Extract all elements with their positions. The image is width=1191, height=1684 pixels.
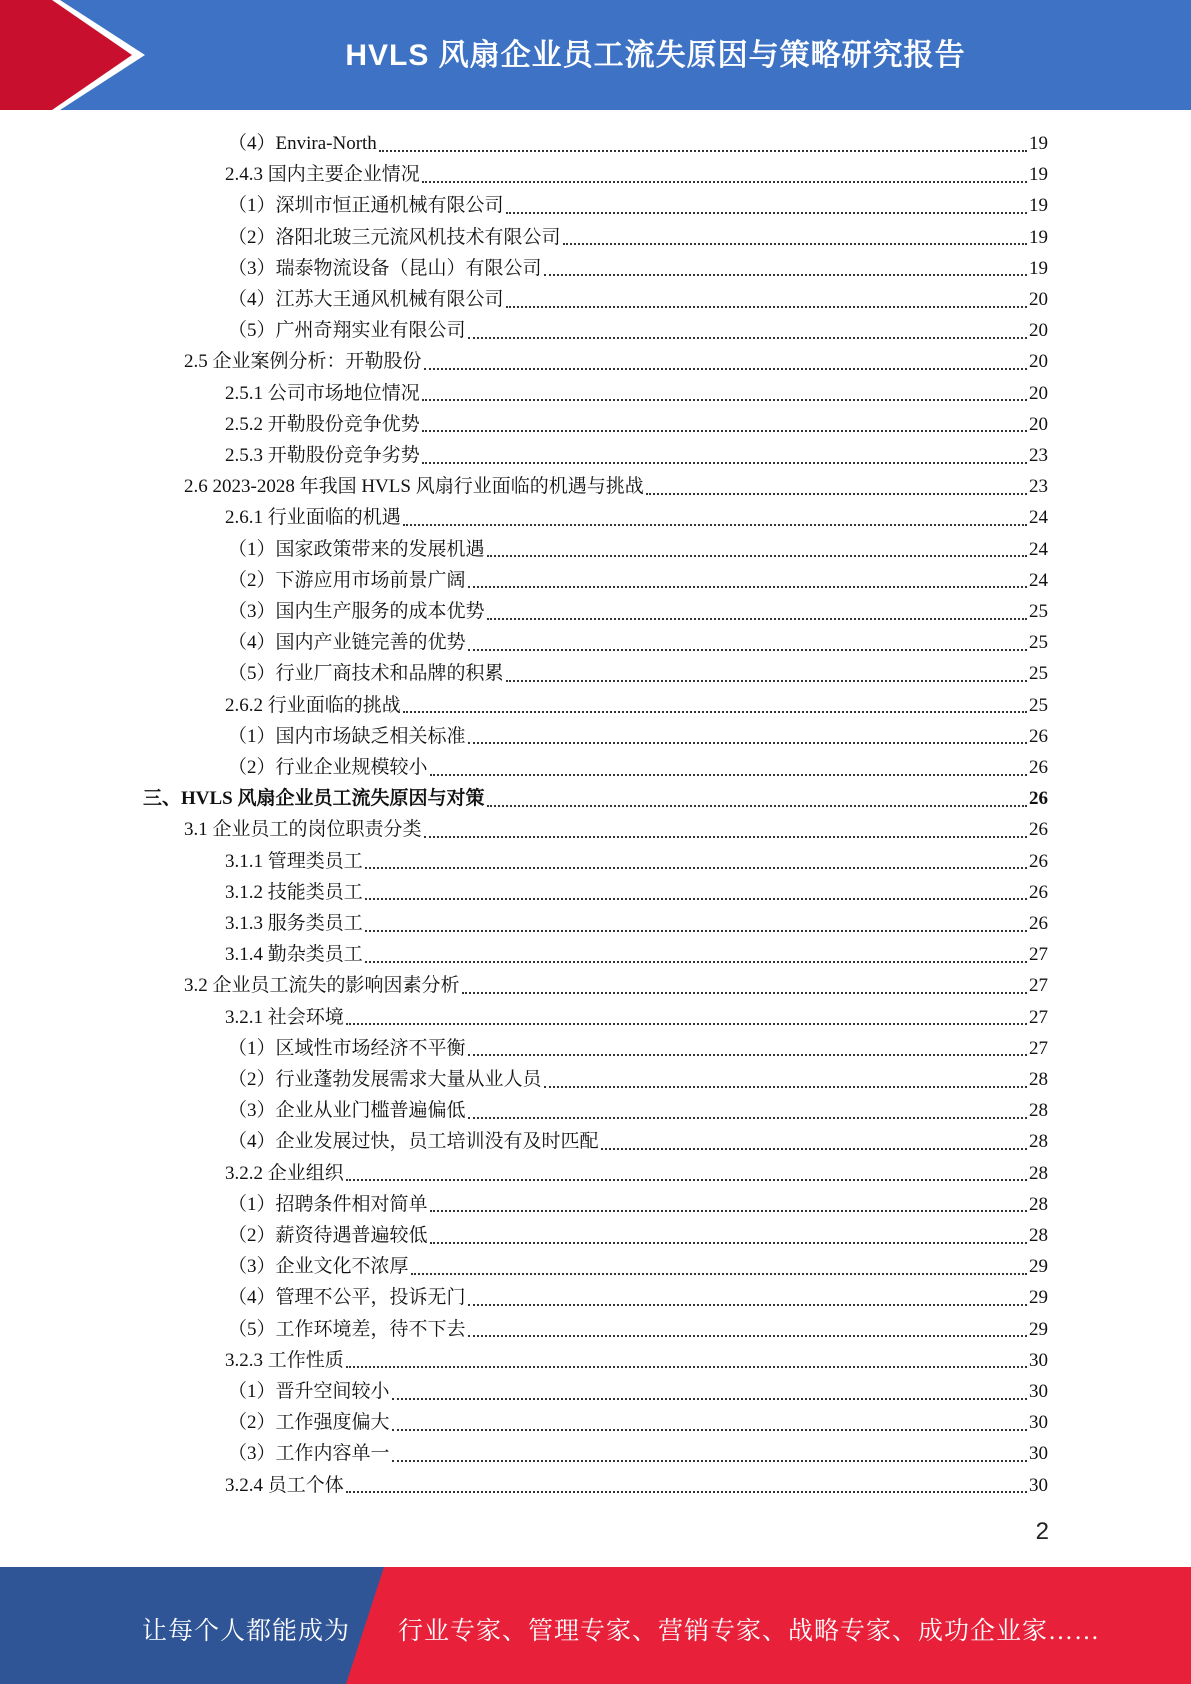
- toc-entry-title: （2）行业蓬勃发展需求大量从业人员: [228, 1069, 542, 1090]
- toc-entry-title: （2）行业企业规模较小: [228, 757, 428, 778]
- toc-dot-leader: [422, 181, 1027, 183]
- page-header: [0, 0, 1191, 110]
- toc-entry[interactable]: [225, 1345, 1048, 1376]
- toc-entry-page: 19: [1029, 257, 1048, 279]
- toc-entry[interactable]: [228, 1033, 1048, 1064]
- footer-slogan-right: 行业专家、管理专家、营销专家、战略专家、成功企业家……: [398, 1618, 1101, 1645]
- toc-entry-title: （4）江苏大王通风机械有限公司: [228, 289, 504, 310]
- toc-entry-title: （5）广州奇翔实业有限公司: [228, 320, 466, 342]
- toc-dot-leader: [346, 1179, 1027, 1181]
- toc-entry[interactable]: [228, 1376, 1048, 1407]
- toc-entry-title: 2.5.1 公司市场地位情况: [225, 382, 420, 404]
- toc-entry[interactable]: [225, 409, 1048, 440]
- toc-entry[interactable]: [184, 970, 1048, 1001]
- toc-entry-title: （1）深圳市恒正通机械有限公司: [228, 195, 504, 217]
- toc-entry-title: 2.4.3 国内主要企业情况: [225, 164, 420, 186]
- toc-entry-title: （3）工作内容单一: [228, 1443, 390, 1465]
- toc-entry-page: 19: [1029, 195, 1048, 217]
- toc-entry[interactable]: [225, 1002, 1048, 1033]
- toc-entry[interactable]: [228, 752, 1048, 783]
- toc-dot-leader: [563, 243, 1027, 245]
- toc-entry-page: 26: [1029, 913, 1048, 934]
- toc-entry-page: 19: [1029, 226, 1048, 248]
- toc-dot-leader: [506, 680, 1027, 682]
- toc-entry-page: 28: [1029, 1069, 1048, 1090]
- toc-entry-title: （1）晋升空间较小: [228, 1381, 390, 1402]
- toc-entry-title: （1）招聘条件相对简单: [228, 1193, 428, 1215]
- toc-dot-leader: [422, 399, 1027, 401]
- toc-entry[interactable]: [225, 159, 1048, 190]
- toc-entry[interactable]: [228, 1126, 1048, 1157]
- toc-entry-page: 26: [1029, 725, 1048, 747]
- toc-dot-leader: [403, 711, 1027, 713]
- toc-entry-page: 24: [1029, 538, 1048, 560]
- toc-entry[interactable]: [228, 658, 1048, 689]
- toc-entry-page: 28: [1029, 1193, 1048, 1215]
- toc-entry[interactable]: [143, 783, 1048, 814]
- toc-entry[interactable]: [228, 1220, 1048, 1251]
- toc-entry-page: 26: [1029, 757, 1048, 778]
- toc-entry[interactable]: [225, 1158, 1048, 1189]
- toc-entry-page: 20: [1029, 382, 1048, 404]
- toc-dot-leader: [422, 430, 1027, 432]
- toc-entry-title: 3.2.4 员工个体: [225, 1474, 344, 1496]
- toc-entry-page: 20: [1029, 289, 1048, 310]
- toc-entry-page: 30: [1029, 1443, 1048, 1465]
- toc-dot-leader: [506, 306, 1027, 308]
- toc-entry-page: 29: [1029, 1287, 1048, 1309]
- toc-entry-title: 3.1.1 管理类员工: [225, 850, 363, 872]
- toc-entry[interactable]: [225, 939, 1048, 970]
- toc-entry-page: 20: [1029, 413, 1048, 435]
- toc-entry-page: 25: [1029, 694, 1048, 716]
- toc-entry-title: （2）下游应用市场前景广阔: [228, 569, 466, 591]
- toc-entry[interactable]: [228, 627, 1048, 658]
- toc-entry[interactable]: [228, 1095, 1048, 1126]
- toc-entry[interactable]: [228, 284, 1048, 315]
- toc-entry-title: 3.1.4 勤杂类员工: [225, 944, 363, 966]
- page-number: 2: [1035, 1518, 1049, 1545]
- toc-entry-page: 20: [1029, 351, 1048, 373]
- toc-dot-leader: [468, 1304, 1027, 1306]
- toc-entry-page: 28: [1029, 1100, 1048, 1122]
- toc-dot-leader: [646, 493, 1027, 495]
- toc-entry[interactable]: [228, 253, 1048, 284]
- toc-dot-leader: [544, 274, 1027, 276]
- toc-entry[interactable]: [228, 1407, 1048, 1438]
- toc-entry-title: 2.5 企业案例分析：开勒股份: [184, 351, 422, 373]
- toc-entry[interactable]: [184, 471, 1048, 502]
- toc-entry[interactable]: [225, 378, 1048, 409]
- toc-entry-page: 30: [1029, 1349, 1048, 1371]
- toc-entry-title: （4）管理不公平，投诉无门: [228, 1287, 466, 1309]
- toc-dot-leader: [379, 150, 1027, 152]
- toc-entry-title: （4）企业发展过快，员工培训没有及时匹配: [228, 1131, 599, 1153]
- toc-dot-leader: [487, 805, 1028, 807]
- toc-entry[interactable]: [228, 128, 1048, 159]
- toc-entry[interactable]: [225, 908, 1048, 939]
- toc-entry-page: 26: [1029, 788, 1048, 810]
- toc-entry-title: （4）国内产业链完善的优势: [228, 632, 466, 654]
- document-title: HVLS 风扇企业员工流失原因与策略研究报告: [345, 39, 966, 72]
- toc-entry-title: 2.5.2 开勒股份竞争优势: [225, 413, 420, 435]
- toc-dot-leader: [365, 930, 1027, 932]
- toc-entry[interactable]: [228, 1282, 1048, 1313]
- toc-dot-leader: [392, 1460, 1027, 1462]
- toc-entry-title: （1）国家政策带来的发展机遇: [228, 538, 485, 560]
- toc-entry-title: （1）区域性市场经济不平衡: [228, 1037, 466, 1059]
- toc-entry-page: 26: [1029, 850, 1048, 872]
- toc-dot-leader: [424, 836, 1027, 838]
- toc-entry-page: 28: [1029, 1162, 1048, 1184]
- toc-dot-leader: [468, 742, 1027, 744]
- toc-entry-page: 24: [1029, 507, 1048, 529]
- toc-entry[interactable]: [225, 1470, 1048, 1501]
- toc-entry-title: （5）工作环境差，待不下去: [228, 1318, 466, 1340]
- toc-entry-page: 20: [1029, 320, 1048, 342]
- toc-entry-page: 30: [1029, 1381, 1048, 1402]
- toc-entry-title: 2.6 2023-2028 年我国 HVLS 风扇行业面临的机遇与挑战: [184, 476, 644, 498]
- toc-entry-title: 3.1.2 技能类员工: [225, 881, 363, 903]
- toc-entry-title: （3）瑞泰物流设备（昆山）有限公司: [228, 257, 542, 279]
- toc-entry-page: 29: [1029, 1256, 1048, 1278]
- toc-entry[interactable]: [225, 502, 1048, 533]
- toc-entry[interactable]: [228, 721, 1048, 752]
- toc-entry-page: 24: [1029, 569, 1048, 591]
- toc-entry-page: 27: [1029, 944, 1048, 966]
- toc-dot-leader: [430, 1242, 1027, 1244]
- toc-entry-title: （1）国内市场缺乏相关标准: [228, 725, 466, 747]
- toc-entry-page: 27: [1029, 1037, 1048, 1059]
- toc-entry-title: 2.5.3 开勒股份竞争劣势: [225, 445, 420, 466]
- toc-dot-leader: [403, 524, 1027, 526]
- toc-entry-title: （5）行业厂商技术和品牌的积累: [228, 663, 504, 685]
- toc-entry-page: 28: [1029, 1131, 1048, 1153]
- toc-entry-title: （2）工作强度偏大: [228, 1412, 390, 1434]
- toc-entry-page: 27: [1029, 1006, 1048, 1028]
- toc-dot-leader: [422, 462, 1027, 464]
- toc-entry-title: （4）Envira-North: [228, 133, 377, 154]
- toc-entry-title: 3.2.3 工作性质: [225, 1349, 344, 1371]
- toc-entry[interactable]: [228, 596, 1048, 627]
- toc-entry-page: 25: [1029, 601, 1048, 622]
- toc-entry-title: 3.1 企业员工的岗位职责分类: [184, 819, 422, 841]
- toc-entry-title: 3.1.3 服务类员工: [225, 913, 363, 934]
- toc-entry[interactable]: [184, 814, 1048, 845]
- toc-entry[interactable]: [228, 565, 1048, 596]
- toc-entry-page: 19: [1029, 133, 1048, 154]
- toc-entry-title: 2.6.1 行业面临的机遇: [225, 507, 401, 529]
- toc-dot-leader: [365, 867, 1027, 869]
- toc-entry-page: 25: [1029, 663, 1048, 685]
- toc-entry-title: 3.2 企业员工流失的影响因素分析: [184, 975, 460, 997]
- toc-dot-leader: [346, 1366, 1027, 1368]
- toc-dot-leader: [462, 992, 1027, 994]
- toc-entry-title: 2.6.2 行业面临的挑战: [225, 694, 401, 716]
- toc-entry-title: （3）国内生产服务的成本优势: [228, 601, 485, 622]
- toc-entry-page: 30: [1029, 1412, 1048, 1434]
- toc-dot-leader: [544, 1086, 1027, 1088]
- toc-dot-leader: [365, 898, 1027, 900]
- toc-dot-leader: [346, 1023, 1027, 1025]
- toc-dot-leader: [424, 368, 1027, 370]
- toc-entry-title: 3.2.1 社会环境: [225, 1006, 344, 1028]
- toc-entry-page: 29: [1029, 1318, 1048, 1340]
- toc-dot-leader: [468, 1335, 1027, 1337]
- toc-entry[interactable]: [228, 190, 1048, 221]
- toc-entry-title: （3）企业文化不浓厚: [228, 1256, 409, 1278]
- toc-entry-page: 23: [1029, 476, 1048, 498]
- toc-entry-title: 三、HVLS 风扇企业员工流失原因与对策: [143, 788, 485, 810]
- toc-entry-title: （2）洛阳北玻三元流风机技术有限公司: [228, 226, 561, 248]
- toc-dot-leader: [468, 649, 1027, 651]
- toc-dot-leader: [411, 1273, 1027, 1275]
- toc-dot-leader: [468, 586, 1027, 588]
- toc-entry[interactable]: [228, 534, 1048, 565]
- toc-entry-page: 19: [1029, 164, 1048, 186]
- toc-entry[interactable]: [228, 1438, 1048, 1469]
- toc-entry-title: （2）薪资待遇普遍较低: [228, 1225, 428, 1246]
- toc-entry-page: 26: [1029, 819, 1048, 841]
- toc-dot-leader: [346, 1491, 1027, 1493]
- toc-dot-leader: [430, 1210, 1027, 1212]
- toc-entry-page: 30: [1029, 1474, 1048, 1496]
- toc-dot-leader: [487, 618, 1027, 620]
- page-footer: [0, 1567, 1191, 1684]
- toc-dot-leader: [392, 1398, 1027, 1400]
- toc-entry[interactable]: [225, 690, 1048, 721]
- toc-entry[interactable]: [184, 346, 1048, 377]
- toc-dot-leader: [468, 1054, 1027, 1056]
- toc-dot-leader: [365, 961, 1027, 963]
- toc-entry-page: 23: [1029, 445, 1048, 466]
- toc-dot-leader: [468, 337, 1027, 339]
- toc-entry-title: 3.2.2 企业组织: [225, 1162, 344, 1184]
- toc-entry[interactable]: [228, 1251, 1048, 1282]
- toc-dot-leader: [487, 555, 1027, 557]
- toc-entry-title: （3）企业从业门槛普遍偏低: [228, 1100, 466, 1122]
- footer-slogan-left: 让每个人都能成为: [142, 1618, 351, 1645]
- toc-entry[interactable]: [228, 1314, 1048, 1345]
- toc-entry[interactable]: [228, 1064, 1048, 1095]
- toc-dot-leader: [506, 212, 1027, 214]
- toc-entry-page: 27: [1029, 975, 1048, 997]
- toc-entry-page: 28: [1029, 1225, 1048, 1246]
- toc-dot-leader: [392, 1429, 1027, 1431]
- toc-entry[interactable]: [225, 440, 1048, 471]
- toc-entry[interactable]: [225, 877, 1048, 908]
- toc-entry-page: 25: [1029, 632, 1048, 654]
- toc-entry[interactable]: [228, 222, 1048, 253]
- toc-dot-leader: [468, 1117, 1027, 1119]
- toc-dot-leader: [601, 1148, 1027, 1150]
- toc-dot-leader: [430, 774, 1027, 776]
- toc-entry[interactable]: [225, 846, 1048, 877]
- toc-entry[interactable]: [228, 1189, 1048, 1220]
- toc-entry-page: 26: [1029, 881, 1048, 903]
- toc-entry[interactable]: [228, 315, 1048, 346]
